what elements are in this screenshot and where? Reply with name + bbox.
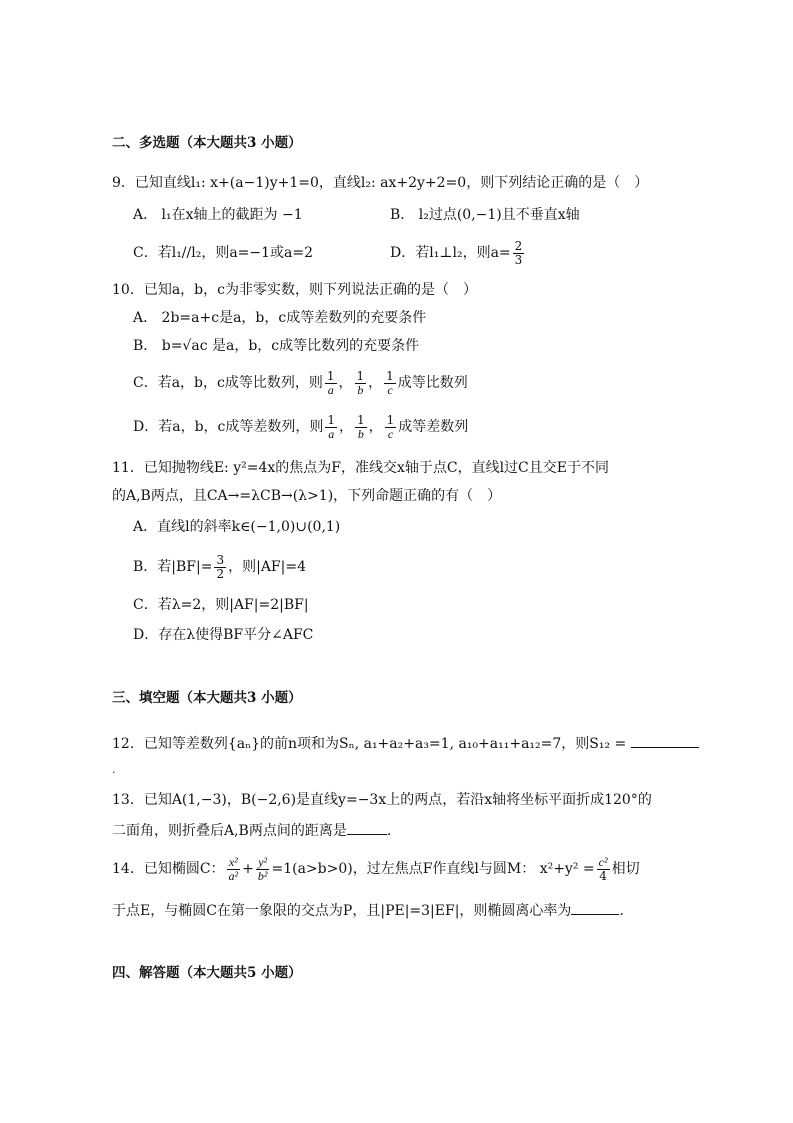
question-10-option-d: D．若a，b，c成等差数列，则 $\frac{1}{a}$ ， $\frac{1}{b}$ ， $\frac{1}{c}$ 成等差数列 [133, 412, 469, 441]
question-9-option-a: A． l₁在x轴上的截距为 −1 [133, 207, 303, 223]
question-10-option-c: C．若a，b，c成等比数列，则 $\frac{1}{a}$ ， $\frac{1}{b}$ ， $\frac{1}{c}$ 成等比数列 [133, 368, 468, 397]
question-9-option-d-text: D．若l₁⊥l₂，则a= [390, 245, 511, 261]
question-9-option-b: B． l₂过点(0,−1)且不垂直x轴 [390, 207, 580, 223]
question-12-trailing-period: . [112, 763, 116, 776]
question-10-option-b: B． b=√ac 是a，b，c成等比数列的充要条件 [133, 338, 420, 354]
fraction-1-over-c: $\frac{1}{c}$ [386, 368, 394, 397]
fraction-1-over-b: $\frac{1}{b}$ [356, 368, 365, 397]
fraction-three-halves: $\frac{3}{2}$ [216, 552, 225, 581]
fraction-1-over-a: $\frac{1}{a}$ [327, 412, 336, 441]
question-12-text: 12．已知等差数列{aₙ}的前n项和为Sₙ, a₁+a₂+a₃=1, a₁₀+a₁₁+a₁₂=7，则S₁₂ = [112, 736, 627, 752]
question-13-line-1: 13．已知A(1,−3)，B(−2,6)是直线y=−3x上的两点，若沿x轴将坐标平面折成120°的 [112, 792, 652, 808]
fraction-y2-over-b2: $\frac{\text{y²}}{\text{b²}}$ [257, 854, 268, 883]
fraction-two-thirds: $\frac{2}{3}$ [514, 238, 523, 267]
question-11-option-d: D．存在λ使得BF平分∠AFC [133, 627, 314, 643]
question-11-stem-line-2: 的A,B两点，且CA→=λCB→(λ>1)，下列命题正确的有（ ） [112, 488, 502, 504]
answer-blank[interactable] [347, 820, 387, 835]
question-9-option-c: C．若l₁//l₂，则a=−1或a=2 [133, 245, 314, 261]
question-11-stem-line-1: 11．已知抛物线E: y²=4x的焦点为F，准线交x轴于点C，直线l过C且交E于不同 [112, 460, 609, 476]
question-11-option-c: C．若λ=2，则|AF|=2|BF| [133, 597, 309, 613]
answer-blank[interactable] [631, 733, 699, 748]
question-10-option-a: A． 2b=a+c是a，b，c成等差数列的充要条件 [133, 310, 427, 326]
answer-blank[interactable] [571, 900, 619, 915]
question-10-stem: 10．已知a，b，c为非零实数，则下列说法正确的是（ ） [112, 282, 477, 298]
question-12 [112, 733, 699, 754]
section-heading-fill-in: 三、填空题（本大题共3 小题） [112, 690, 302, 706]
fraction-1-over-b: $\frac{1}{b}$ [357, 412, 365, 441]
question-14-line-1: 14．已知椭圆C： $\frac{\text{x²}}{\text{a²}}$ + $\frac{\text{y²}}{\text{b²}}$ =1(a>b>0)，过左焦点F作直线l与圆M： x²+y² = $\frac{\text{c²}}{4}$ 相切 [112, 854, 640, 883]
fraction-c2-over-4: $\frac{\text{c²}}{4}$ [598, 854, 608, 883]
question-11-option-b: B．若|BF|= $\frac{3}{2}$ ，则|AF|=4 [133, 552, 307, 581]
question-14-line-2: 于点E，与椭圆C在第一象限的交点为P，且|PE|=3|EF|，则椭圆离心率为 . [112, 900, 624, 921]
question-9-option-d [390, 236, 526, 270]
section-heading-solutions: 四、解答题（本大题共5 小题） [112, 965, 302, 981]
question-11-option-a: A．直线l的斜率k∈(−1,0)∪(0,1) [133, 519, 341, 535]
fraction-x2-over-a2: $\frac{\text{x²}}{\text{a²}}$ [228, 854, 239, 883]
question-13-line-2: 二面角，则折叠后A,B两点间的距离是 . [112, 820, 391, 841]
section-heading-multi-choice: 二、多选题（本大题共3 小题） [112, 135, 302, 151]
fraction-1-over-c: $\frac{1}{c}$ [386, 412, 395, 441]
fraction-1-over-a: $\frac{1}{a}$ [326, 368, 335, 397]
question-9-stem: 9．已知直线l₁: x+(a−1)y+1=0，直线l₂: ax+2y+2=0，则下列结论正确的是（ ） [112, 175, 649, 191]
